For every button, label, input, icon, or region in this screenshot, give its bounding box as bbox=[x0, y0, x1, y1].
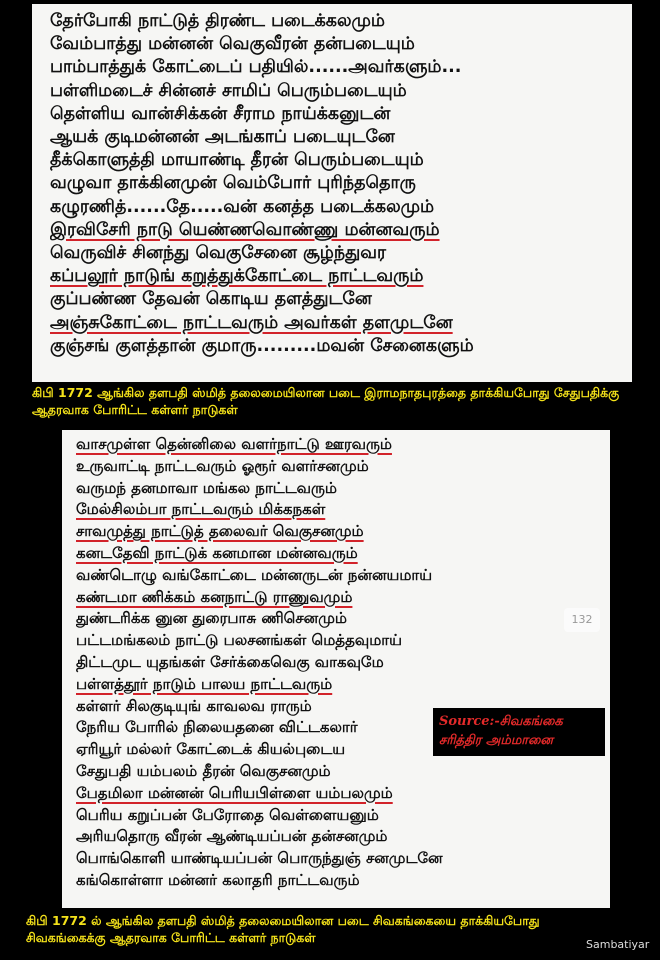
verse-line: உருவாட்டி நாட்டவரும் ஓரூர் வளர்சனமும் bbox=[76, 456, 369, 475]
watermark: Sambatiyar bbox=[586, 938, 650, 951]
verse-line: ஆயக் குடிமன்னன் அடங்காப் படையுடனே bbox=[50, 127, 395, 148]
verse-line-underlined: அஞ்சுகோட்டை நாட்டவரும் அவர்கள் தளமுடனே bbox=[50, 312, 453, 333]
verse-line-underlined: பள்ளத்தூர் நாடும் பாலய நாட்டவரும் bbox=[76, 674, 333, 693]
verse-line-underlined: சாவமுத்து நாட்டுத் தலைவர் வெகுசனமும் bbox=[76, 522, 364, 541]
verse-line: ஏரியூர் மல்லர் கோட்டைக் கியல்புடைய bbox=[76, 740, 346, 759]
bottom-scanned-page bbox=[62, 430, 610, 908]
verse-line: தேர்போகி நாட்டுத் திரண்ட படைக்கலமும் bbox=[50, 11, 386, 31]
verse-line-underlined: வாசமுள்ள தென்னிலை வளர்நாட்டு ஊரவரும் bbox=[76, 435, 392, 453]
verse-line: தீக்கொளுத்தி மாயாண்டி தீரன் பெரும்படையும் bbox=[50, 150, 424, 171]
verse-line-underlined: கப்பலூர் நாடுங் கறுத்துக்கோட்டை நாட்டவரும் bbox=[50, 266, 424, 287]
verse-line: வழுவா தாக்கினமுன் வெம்போர் புரிந்ததொரு bbox=[50, 173, 416, 194]
verse-line: திட்டமுட யுதங்கள் சேர்க்கைவெகு வாகவுமே bbox=[76, 652, 384, 671]
top-scanned-page bbox=[32, 4, 632, 382]
verse-line-underlined: கனடதேவி நாட்டுக் கனமான மன்னவரும் bbox=[76, 543, 358, 562]
verse-line: கங்கொள்ளா மன்னர் கலாதரி நாட்டவரும் bbox=[76, 870, 360, 889]
verse-line: குப்பண்ண தேவன் கொடிய தளத்துடனே bbox=[50, 289, 372, 310]
verse-line: தெள்ளிய வான்சிக்கன் சீராம நாய்க்கனுடன் bbox=[50, 103, 391, 124]
verse-line-underlined: மேல்சிலம்பா நாட்டவரும் மிக்கநகள் bbox=[76, 500, 326, 519]
caption-sivaganga: கிபி 1772 ல் ஆங்கில தளபதி ஸ்மித் தலைமையிலான படை சிவகங்கையை தாக்கியபோது சிவகங்கைக்கு ஆதரவாக போரிட்ட கள்ளர் நாடுகள் bbox=[26, 913, 540, 945]
verse-line-underlined: பேதமிலா மன்னன் பெரியபிள்ளை யம்பலமும் bbox=[76, 783, 393, 802]
verse-line: வேம்பாத்து மன்னன் வெகுவீரன் தன்படையும் bbox=[50, 34, 415, 55]
verse-line: பட்டமங்கலம் நாட்டு பலசனங்கள் மெத்தவுமாய் bbox=[76, 631, 402, 650]
verse-line: குஞ்சங் குளத்தான் குமாரு.........மவன் சேனைகளும் bbox=[50, 335, 474, 356]
verse-line: அரியதொரு வீரன் ஆண்டியப்பன் தன்சனமும் bbox=[76, 827, 388, 846]
verse-line: வெருவிச் சினந்து வெகுசேனை சூழ்ந்துவர bbox=[50, 243, 387, 264]
verse-line: சேதுபதி யம்பலம் தீரன் வெகுசனமும் bbox=[76, 761, 331, 780]
verse-line: துண்டரிக்க னுன துரைபாசு ணிசெனமும் bbox=[76, 609, 347, 628]
source-note: Source:-சிவகங்கை சரித்திர அம்மானை bbox=[433, 708, 605, 756]
verse-line: பொங்கொளி யாண்டியப்பன் பொருந்துஞ் சனமுடனே bbox=[76, 849, 443, 868]
verse-line: கள்ளர் சிலகுடியுங் காவலவ ராரும் bbox=[76, 696, 312, 715]
verse-line: பெரிய கறுப்பன் பேரோதை வெள்ளையனும் bbox=[76, 805, 379, 824]
verse-line: வருமந் தனமாவா மங்கல நாட்டவரும் bbox=[76, 478, 337, 497]
verse-line-underlined: இரவிசேரி நாடு யெண்ணவொண்ணு மன்னவரும் bbox=[50, 219, 440, 240]
verse-line: வண்டொழு வங்கோட்டை மன்னருடன் நன்னயமாய் bbox=[76, 565, 433, 584]
page-number-badge: 132 bbox=[564, 608, 600, 632]
verse-line: பள்ளிமடைச் சின்னச் சாமிப் பெரும்படையும் bbox=[50, 80, 407, 101]
verse-line-underlined: கண்டமா ணிக்கம் கனநாட்டு ராணுவமும் bbox=[76, 587, 353, 606]
verse-line: பாம்பாத்துக் கோட்டைப் பதியில்......அவர்களும்... bbox=[50, 57, 462, 78]
verse-line: கழுரணித்......தே.....வன் கனத்த படைக்கலமும் bbox=[50, 196, 435, 217]
verse-line: நேரிய போரில் நிலையதனை விட்டகலார் bbox=[76, 718, 358, 737]
caption-ramanathapuram: கிபி 1772 ஆங்கில தளபதி ஸ்மித் தலைமையிலான படை இராமநாதபுரத்தை தாக்கியபோது சேதுபதிக்கு ஆதரவாக போரிட்ட கள்ளர் நாடுகள் bbox=[32, 385, 620, 417]
